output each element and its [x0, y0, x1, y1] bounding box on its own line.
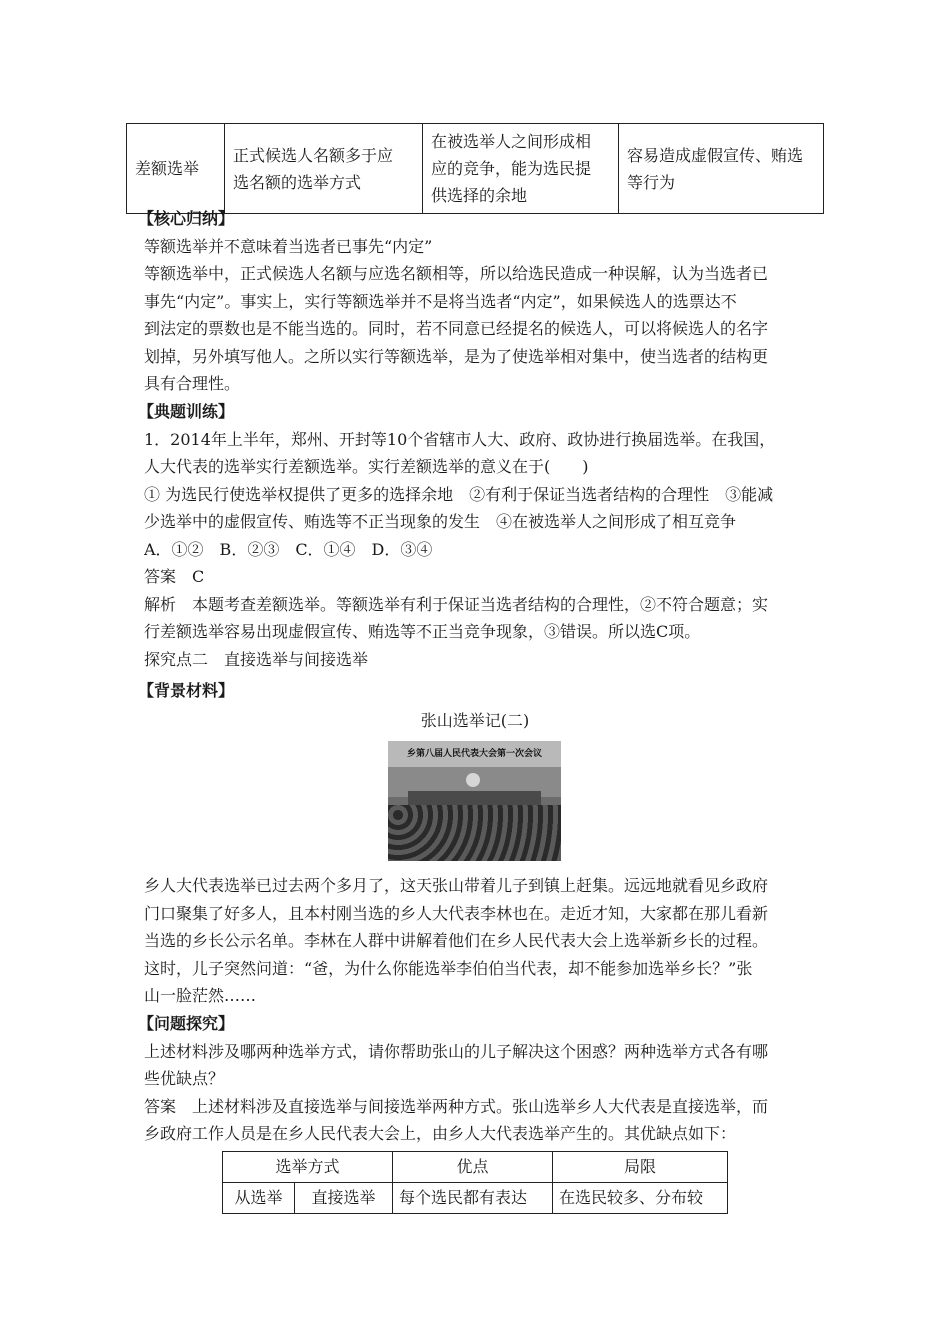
direct-indirect-table: [222, 1151, 728, 1214]
choices-line: A．①② B．②③ C．①④ D．③④: [144, 539, 433, 559]
header-advantage: 优点: [393, 1152, 553, 1183]
photo-banner-text: 乡第八届人民代表大会第一次会议: [388, 741, 561, 767]
text-line: 这时，儿子突然问道：“爸，为什么你能选举李伯伯当代表，却不能参加选举乡长？”张: [144, 958, 753, 978]
text-line: 当选的乡长公示名单。李林在人群中讲解着他们在乡人民代表大会上选举新乡长的过程。: [144, 931, 769, 950]
text-line: 上述材料涉及哪两种选举方式，请你帮助张山的儿子解决这个困惑？两种选举方式各有哪: [144, 1041, 769, 1061]
table-row: [127, 124, 824, 214]
text-line: 些优缺点？: [144, 1069, 225, 1088]
text-line: 乡人大代表选举已过去两个多月了，这天张山带着儿子到镇上赶集。远远地就看见乡政府: [144, 876, 769, 895]
section-heading: 【背景材料】: [138, 681, 235, 700]
answer-line: 答案 上述材料涉及直接选举与间接选举两种方式。张山选举乡人大代表是直接选举，而: [144, 1096, 769, 1116]
answer-line: 乡政府工作人员是在乡人民代表大会上，由乡人大代表选举产生的。其优缺点如下：: [144, 1124, 737, 1143]
text-line: 等额选举中，正式候选人名额与应选名额相等，所以给选民造成一种误解，认为当选者已: [144, 264, 769, 283]
table-cell: 直接选举: [295, 1183, 393, 1214]
table-cell-advantage: 在被选举人之间形成相 应的竞争，能为选民提 供选择的余地: [423, 124, 619, 214]
meeting-photo: [388, 741, 561, 861]
text-line: 山一脸茫然……: [144, 986, 257, 1005]
question-line: 1．2014年上半年，郑州、开封等10个省辖市人大、政府、政协进行换届选举。在我国，: [144, 429, 776, 449]
text-line: 事先“内定”。事实上，实行等额选举并不是将当选者“内定”，如果候选人的选票达不: [144, 291, 737, 311]
header-method: 选举方式: [223, 1152, 393, 1183]
table-header-row: [223, 1152, 728, 1183]
answer-line: 答案 C: [144, 567, 205, 586]
text-line: 门口聚集了好多人，且本村刚当选的乡人大代表李林也在。走近才知，大家都在那儿看新: [144, 903, 769, 923]
text-line: 具有合理性。: [144, 374, 241, 393]
option-line: ① 为选民行使选举权提供了更多的选择余地 ②有利于保证当选者结构的合理性 ③能减: [144, 484, 774, 504]
table-cell-definition: 正式候选人名额多于应 选名额的选举方式: [225, 124, 423, 214]
header-limitation: 局限: [553, 1152, 728, 1183]
analysis-line: 解析 本题考查差额选举。等额选举有利于保证当选者结构的合理性，②不符合题意；实: [144, 594, 769, 614]
analysis-line: 行差额选举容易出现虚假宣传、贿选等不正当竞争现象，③错误。所以选C项。: [144, 622, 701, 641]
table-cell: 从选举: [223, 1183, 295, 1214]
text-line: 到法定的票数也是不能当选的。同时，若不同意已经提名的候选人，可以将候选人的名字: [144, 319, 769, 338]
background-material-heading: [138, 677, 816, 705]
core-summary-section: [138, 205, 816, 398]
table-cell-limitation: 容易造成虚假宣传、贿选 等行为: [619, 124, 824, 214]
option-line: 少选举中的虚假宣传、贿选等不正当现象的发生 ④在被选举人之间形成了相互竞争: [144, 512, 737, 531]
story-body: [144, 872, 816, 1010]
election-comparison-table: [126, 123, 824, 214]
table-cell-method: 差额选举: [127, 124, 225, 214]
question-exploration-section: [138, 1010, 816, 1148]
section-heading: 【典题训练】: [138, 402, 235, 421]
subsection-title: 探究点二 直接选举与间接选举: [144, 649, 369, 669]
exercise-section: [138, 398, 816, 673]
text-line: 等额选举并不意味着当选者已事先“内定”: [144, 236, 433, 256]
national-emblem-icon: [466, 773, 480, 787]
section-heading: 【核心归纳】: [138, 209, 235, 228]
audience-crowd: [388, 805, 561, 861]
text-line: 划掉，另外填写他人。之所以实行等额选举，是为了使选举相对集中，使当选者的结构更: [144, 346, 769, 366]
table-cell: 在选民较多、分布较: [553, 1183, 728, 1214]
story-title: 张山选举记(二): [420, 711, 530, 730]
question-line: 人大代表的选举实行差额选举。实行差额选举的意义在于( ): [144, 457, 589, 476]
table-cell: 每个选民都有表达: [393, 1183, 553, 1214]
table-row: [223, 1183, 728, 1214]
section-heading: 【问题探究】: [138, 1014, 235, 1033]
